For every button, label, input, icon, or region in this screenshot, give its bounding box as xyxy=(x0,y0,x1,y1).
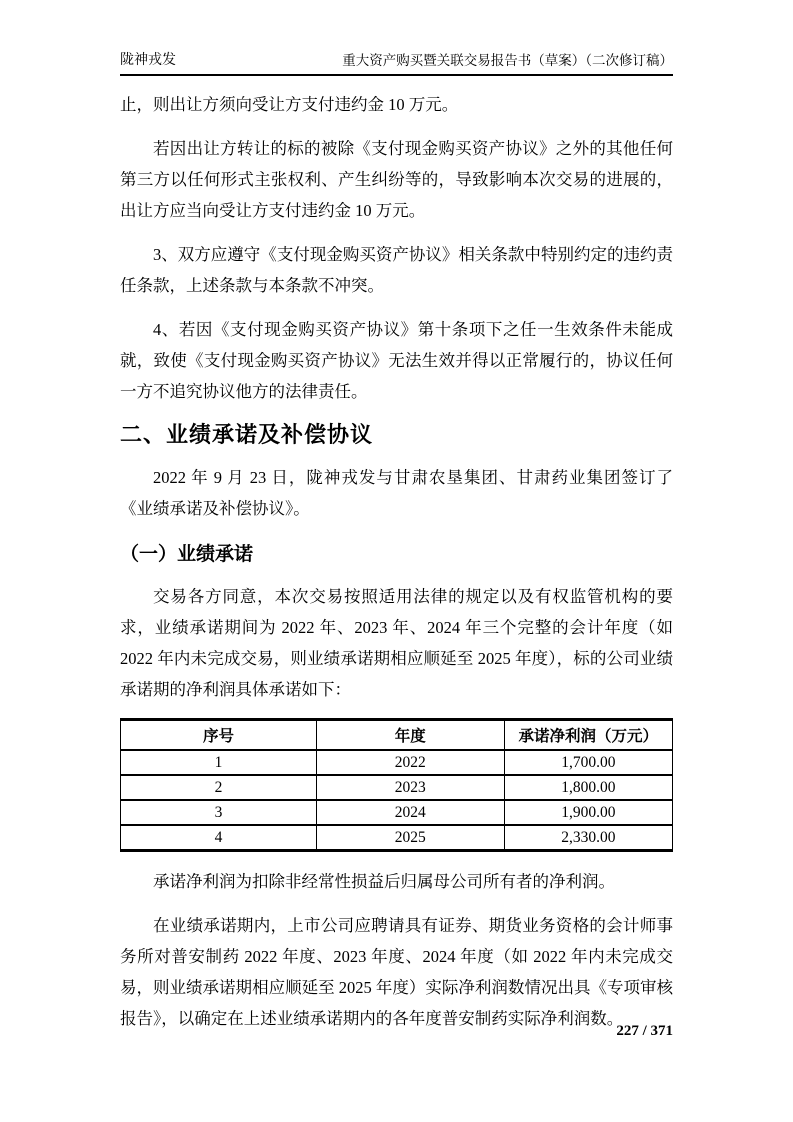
table-cell: 1,800.00 xyxy=(504,775,672,800)
table-cell: 1,700.00 xyxy=(504,750,672,775)
document-body xyxy=(120,89,673,1034)
table-body xyxy=(121,750,673,851)
table-cell: 2025 xyxy=(316,825,504,851)
page-number: 227 / 371 xyxy=(616,1023,673,1039)
paragraph-item-3: 3、双方应遵守《支付现金购买资产协议》相关条款中特别约定的违约责任条款，上述条款与本条款不冲突。 xyxy=(120,245,673,295)
header-report-title: 重大资产购买暨关联交易报告书（草案）（二次修订稿） xyxy=(342,53,673,68)
table-cell: 1,900.00 xyxy=(504,800,672,825)
table-row xyxy=(121,750,673,775)
profit-commitment-table xyxy=(120,718,673,852)
paragraph-third-party-claims: 若因出让方转让的标的被除《支付现金购买资产协议》之外的其他任何第三方以任何形式主张权利、产生纠纷等的，导致影响本次交易的进展的，出让方应当向受让方支付违约金 10 万元。 xyxy=(120,139,673,220)
table-cell: 2,330.00 xyxy=(504,825,672,851)
paragraph-agreement-signed: 2022 年 9 月 23 日，陇神戎发与甘肃农垦集团、甘肃药业集团签订了《业绩承诺及补偿协议》。 xyxy=(120,468,673,518)
table-header-row xyxy=(121,720,673,751)
section-heading: 二、业绩承诺及补偿协议 xyxy=(120,422,374,447)
table-cell: 1 xyxy=(121,750,317,775)
table-row xyxy=(121,825,673,851)
table-cell: 2022 xyxy=(316,750,504,775)
paragraph-net-profit-definition: 承诺净利润为扣除非经常性损益后归属母公司所有者的净利润。 xyxy=(153,872,615,891)
page-content xyxy=(120,52,673,1047)
table-cell: 2024 xyxy=(316,800,504,825)
table-cell: 2023 xyxy=(316,775,504,800)
table-row xyxy=(121,775,673,800)
paragraph-item-4: 4、若因《支付现金购买资产协议》第十条项下之任一生效条件未能成就，致使《支付现金购买资产协议》无法生效并得以正常履行的，协议任何一方不追究协议他方的法律责任。 xyxy=(120,320,673,401)
paragraph-continuation: 止，则出让方须向受让方支付违约金 10 万元。 xyxy=(120,95,459,114)
table-cell: 2 xyxy=(121,775,317,800)
paragraph-commitment-period: 交易各方同意，本次交易按照适用法律的规定以及有权监管机构的要求，业绩承诺期间为 2022 年、2023 年、2024 年三个完整的会计年度（如 2022 年内未完成交易，则业绩承诺期相应顺延至 2025 年度），标的公司业绩承诺期的净利润具体承诺如下： xyxy=(120,587,673,699)
subsection-heading: （一）业绩承诺 xyxy=(120,544,254,565)
table-cell: 4 xyxy=(121,825,317,851)
table-header-cell: 序号 xyxy=(121,720,317,751)
header-company-name: 陇神戎发 xyxy=(120,53,176,68)
table-cell: 3 xyxy=(121,800,317,825)
paragraph-audit-requirement: 在业绩承诺期内，上市公司应聘请具有证券、期货业务资格的会计师事务所对普安制药 2022 年度、2023 年度、2024 年度（如 2022 年内未完成交易，则业绩承诺期相应顺延至 2025 年度）实际净利润数情况出具《专项审核报告》，以确定在上述业绩承诺期内的各年度普安制药实际净利润数。 xyxy=(120,916,673,1028)
table-header-cell: 承诺净利润（万元） xyxy=(504,720,672,751)
table-header-cell: 年度 xyxy=(316,720,504,751)
page-header xyxy=(120,52,673,76)
table-row xyxy=(121,800,673,825)
